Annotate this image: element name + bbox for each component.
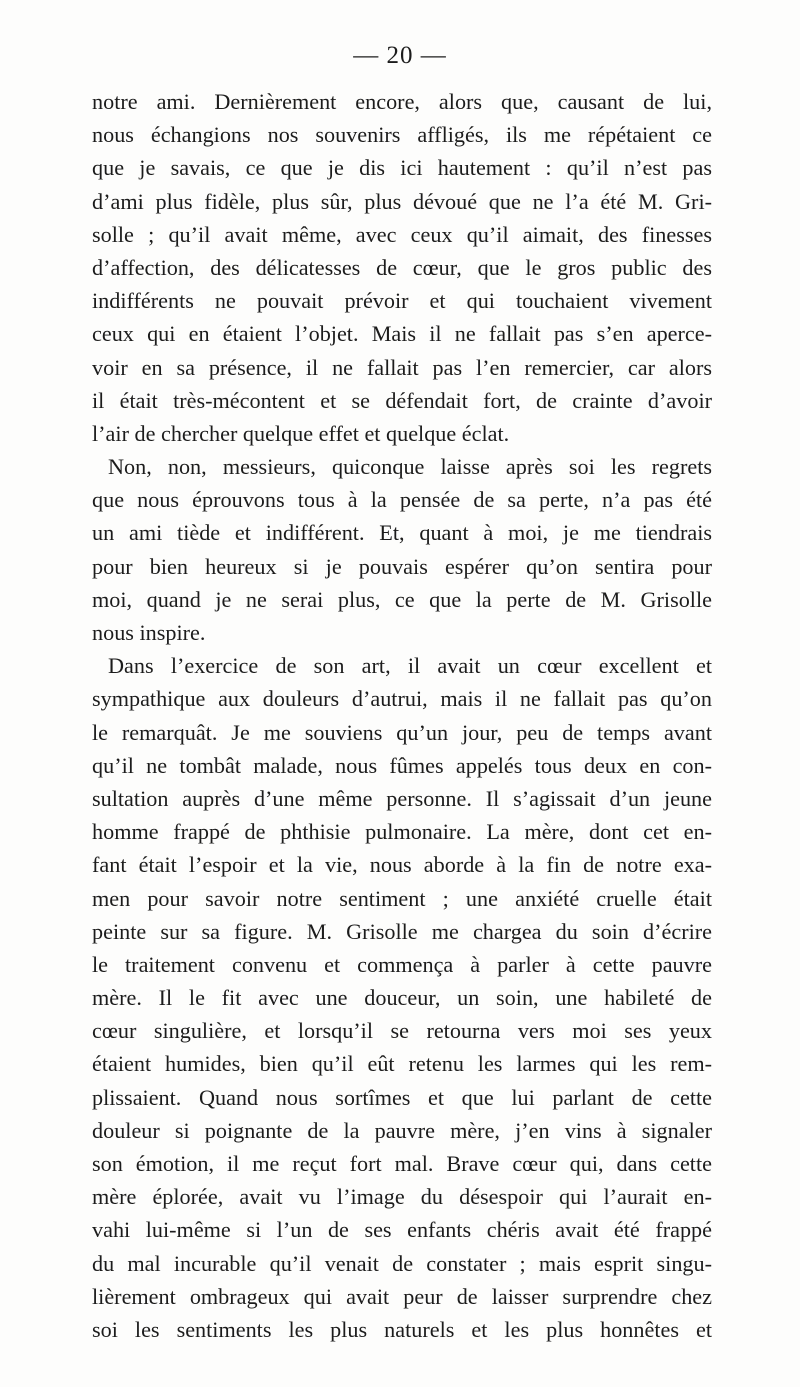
text-line: Dans l’exercice de son art, il avait un cœur excellent et (108, 653, 712, 679)
text-line: que nous éprouvons tous à la pensée de sa perte, n’a pas été (92, 487, 712, 513)
text-line: d’ami plus fidèle, plus sûr, plus dévoué que ne l’a été M. Gri- (92, 188, 712, 214)
text-line: soi les sentiments les plus naturels et les plus honnêtes et (92, 1316, 712, 1342)
text-line: que je savais, ce que je dis ici hautement : qu’il n’est pas (92, 155, 712, 181)
page-number: — 20 — (353, 42, 447, 69)
text-line: mère. Il le fit avec une douceur, un soin, une habileté de (92, 985, 712, 1011)
text-line: vahi lui-même si l’un de ses enfants chéris avait été frappé (92, 1217, 712, 1243)
text-line: le remarquât. Je me souviens qu’un jour, peu de temps avant (92, 719, 712, 745)
text-line: voir en sa présence, il ne fallait pas l’en remercier, car alors (92, 354, 712, 380)
text-line: le traitement convenu et commença à parler à cette pauvre (92, 951, 712, 977)
text-line: qu’il ne tombât malade, nous fûmes appelés tous deux en con- (92, 752, 712, 778)
text-line: sultation auprès d’une même personne. Il s’agissait d’un jeune (92, 785, 712, 811)
text-line: d’affection, des délicatesses de cœur, que le gros public des (92, 254, 712, 280)
text-line: men pour savoir notre sentiment ; une anxiété cruelle était (92, 885, 712, 911)
text-line: lièrement ombrageux qui avait peur de laisser surprendre chez (92, 1283, 712, 1309)
text-line: cœur singulière, et lorsqu’il se retourna vers moi ses yeux (92, 1018, 712, 1044)
text-line: étaient humides, bien qu’il eût retenu les larmes qui les rem- (92, 1051, 712, 1077)
text-line: un ami tiède et indifférent. Et, quant à moi, je me tiendrais (92, 520, 712, 546)
text-line: solle ; qu’il avait même, avec ceux qu’il aimait, des finesses (92, 221, 712, 247)
text-line: nous échangions nos souvenirs affligés, ils me répétaient ce (92, 122, 712, 148)
text-line: moi, quand je ne serai plus, ce que la perte de M. Grisolle (92, 586, 712, 612)
text-line: l’air de chercher quelque effet et quelque éclat. (92, 420, 510, 446)
text-line: plissaient. Quand nous sortîmes et que lui parlant de cette (92, 1084, 712, 1110)
text-line: Non, non, messieurs, quiconque laisse après soi les regrets (108, 454, 712, 480)
text-line: il était très-mécontent et se défendait fort, de crainte d’avoir (92, 387, 712, 413)
text-line: mère éplorée, avait vu l’image du désespoir qui l’aurait en- (92, 1184, 712, 1210)
text-line: pour bien heureux si je pouvais espérer qu’on sentira pour (92, 553, 712, 579)
text-line: fant était l’espoir et la vie, nous aborde à la fin de notre exa- (92, 852, 712, 878)
text-line: notre ami. Dernièrement encore, alors que, causant de lui, (92, 89, 712, 114)
text-line: du mal incurable qu’il venait de constater ; mais esprit singu- (92, 1250, 712, 1276)
text-line: sympathique aux douleurs d’autrui, mais il ne fallait pas qu’on (92, 686, 712, 712)
text-line: ceux qui en étaient l’objet. Mais il ne fallait pas s’en aperce- (92, 321, 712, 347)
text-line: peinte sur sa figure. M. Grisolle me chargea du soin d’écrire (92, 918, 712, 944)
text-line: homme frappé de phthisie pulmonaire. La mère, dont cet en- (92, 819, 712, 845)
text-line: nous inspire. (92, 620, 206, 645)
text-line: indifférents ne pouvait prévoir et qui touchaient vivement (92, 288, 712, 314)
text-line: douleur si poignante de la pauvre mère, j’en vins à signaler (92, 1117, 712, 1143)
text-line: son émotion, il me reçut fort mal. Brave cœur qui, dans cette (92, 1151, 712, 1176)
body-text (92, 85, 712, 1346)
